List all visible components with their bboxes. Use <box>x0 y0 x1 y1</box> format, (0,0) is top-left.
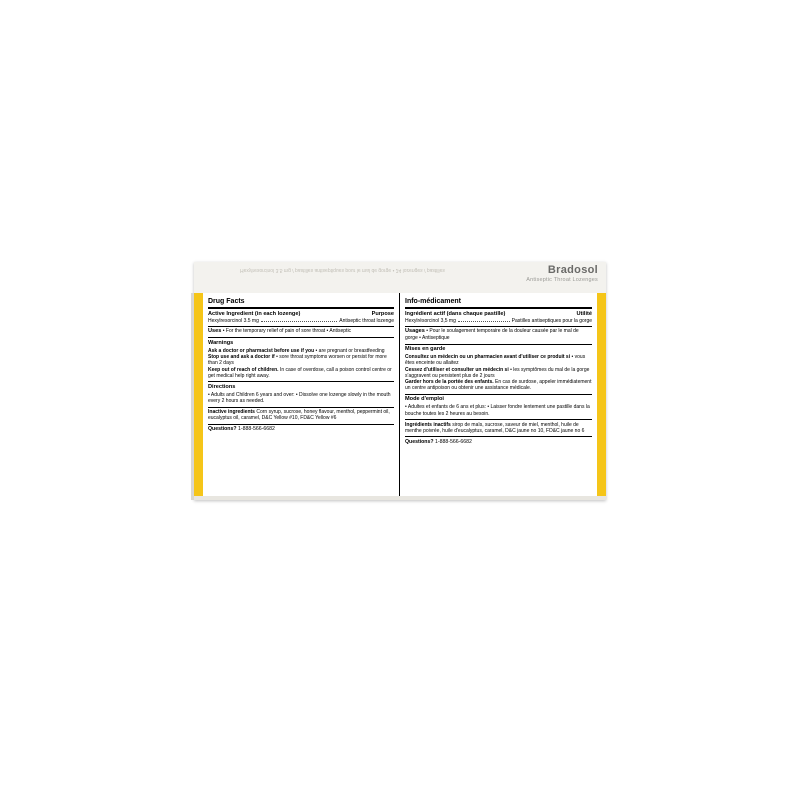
warning-2-fr <box>405 367 592 380</box>
questions-phone-fr[interactable]: 1-888-566-6682 <box>435 438 472 445</box>
drug-facts-column-english <box>203 293 400 500</box>
carton-left-stripe <box>194 293 203 500</box>
drug-facts-panel <box>203 293 597 500</box>
inactive-label-fr: Ingrédients inactifs <box>405 421 451 428</box>
warning-1-bold-fr: Consultez un médecin ou un pharmacien avant d'utiliser ce produit si <box>405 354 571 360</box>
drug-facts-title-fr: Info-médicament <box>405 298 462 305</box>
uses-label-fr: Usages <box>405 328 425 335</box>
warning-2-bold-fr: Cessez d'utiliser et consulter un médecin si <box>405 366 509 373</box>
inactive-text-fr: sirop de maïs, sucrose, saveur de miel, menthol, huile de menthe poivrée, huile d'eucalyptus, caramel, D&C jaune no 10, FD&C jaune no 6 <box>405 421 585 434</box>
active-ingredient-purpose-fr: Pastilles antiseptiques pour la gorge <box>511 317 592 324</box>
directions-label-fr: Mode d'emploi <box>405 396 444 403</box>
brand-subtitle: Antiseptic Throat Lozenges <box>526 277 598 283</box>
questions-label-fr: Questions? <box>405 438 434 445</box>
warnings-label-en: Warnings <box>208 339 234 346</box>
purpose-heading-fr: Utilité <box>576 310 592 317</box>
drug-facts-title-en: Drug Facts <box>208 298 245 305</box>
active-ingredient-heading-fr: Ingrédient actif (dans chaque pastille) <box>405 310 506 317</box>
uses-text-fr: • Pour le soulagement temporaire de la douleur causée par le mal de gorge • Antiseptique <box>405 328 579 342</box>
divider-med-uses-fr <box>405 326 592 327</box>
questions-block-en <box>208 426 394 433</box>
uses-block-en <box>208 328 394 335</box>
uses-text-en: • For the temporary relief of pain of sore throat • Antiseptic <box>222 328 352 335</box>
questions-phone-en[interactable]: 1-888-566-6682 <box>238 426 275 433</box>
carton-bottom-edge <box>194 496 606 500</box>
carton-top-face <box>194 262 606 294</box>
warning-1-fr <box>405 354 592 367</box>
carton-top-ghost-text: Hexylresorcinol 3.5 mg / pastilles antiseptiques pour le mal de gorge • 24 lozenges / pastilles <box>240 267 445 273</box>
questions-block-fr <box>405 439 592 446</box>
carton-left-shadow <box>191 293 194 500</box>
uses-label-en: Uses <box>208 328 222 335</box>
purpose-heading-en: Purpose <box>371 310 394 317</box>
leader-dots-fr <box>458 318 510 323</box>
drug-facts-column-french <box>400 293 597 500</box>
warning-2-en <box>208 354 394 367</box>
active-ingredient-heading-en: Active Ingredient (in each lozenge) <box>208 310 301 317</box>
active-ingredient-name-fr: Hexylrésorcinol 3,5 mg <box>405 317 456 324</box>
divider-med-inactive-fr <box>405 419 592 420</box>
divider-thick-en <box>208 307 394 309</box>
divider-thick-fr <box>405 307 592 309</box>
inactive-block-fr <box>405 422 592 435</box>
warning-2-rest-en: • sore throat symptoms worsen or persist for more than 2 days <box>208 354 387 367</box>
warning-2-rest-fr: • les symptômes du mal de la gorge s'aggravent ou persistent plus de 2 jours <box>405 366 590 379</box>
directions-label-en: Directions <box>208 383 236 390</box>
divider-med-inactive-en <box>208 407 394 408</box>
warning-3-bold-fr: Garder hors de la portée des enfants. <box>405 379 494 386</box>
divider-med-directions-fr <box>405 394 592 395</box>
warning-3-bold-en: Keep out of reach of children. <box>208 366 279 373</box>
active-ingredient-name-en: Hexylresorcinol 3.5 mg <box>208 317 259 324</box>
warning-1-rest-fr: • vous êtes enceinte ou allaitez <box>405 354 586 367</box>
carton-right-stripe <box>597 293 606 500</box>
warning-2-bold-en: Stop use and ask a doctor if <box>208 354 275 360</box>
divider-med-questions-en <box>208 424 394 425</box>
divider-med-uses-en <box>208 326 394 327</box>
directions-text-en: • Adults and Children 6 years and over: • Dissolve one lozenge slowly in the mouth every 2 hours as needed. <box>208 391 391 405</box>
divider-med-warnings-en <box>208 337 394 338</box>
warning-3-rest-fr: En cas de surdose, appeler immédiatement un centre antipoison ou obtenir une assistance médicale. <box>405 379 592 392</box>
active-ingredient-purpose-en: Antiseptic throat lozenge <box>339 317 394 324</box>
warning-3-en <box>208 367 394 380</box>
warnings-label-fr: Mises en garde <box>405 346 446 352</box>
questions-label-en: Questions? <box>208 426 237 433</box>
leader-dots-en <box>261 318 337 323</box>
product-carton <box>194 262 606 500</box>
directions-text-fr: • Adultes et enfants de 6 ans et plus: • Laisser fondre lentement une pastille dans la bouche toutes les 2 heures au besoin. <box>405 404 590 417</box>
divider-med-warnings-fr <box>405 344 592 345</box>
warning-3-fr <box>405 379 592 392</box>
warning-3-rest-en: In case of overdose, call a poison control centre or get medical help right away. <box>208 366 392 379</box>
inactive-text-en: Corn syrup, sucrose, honey flavour, menthol, peppermint oil, eucalyptus oil, caramel, D&C Yellow #10, FD&C Yellow #6 <box>208 409 390 422</box>
brand-logo: Bradosol <box>547 264 598 276</box>
divider-med-questions-fr <box>405 436 592 437</box>
inactive-label-en: Inactive ingredients <box>208 409 255 415</box>
divider-med-directions-en <box>208 381 394 382</box>
uses-block-fr <box>405 328 592 341</box>
inactive-block-en <box>208 409 394 422</box>
warning-1-bold-en: Ask a doctor or pharmacist before use if you <box>208 347 315 354</box>
warning-1-rest-en: • are pregnant or breastfeeding <box>315 347 385 354</box>
